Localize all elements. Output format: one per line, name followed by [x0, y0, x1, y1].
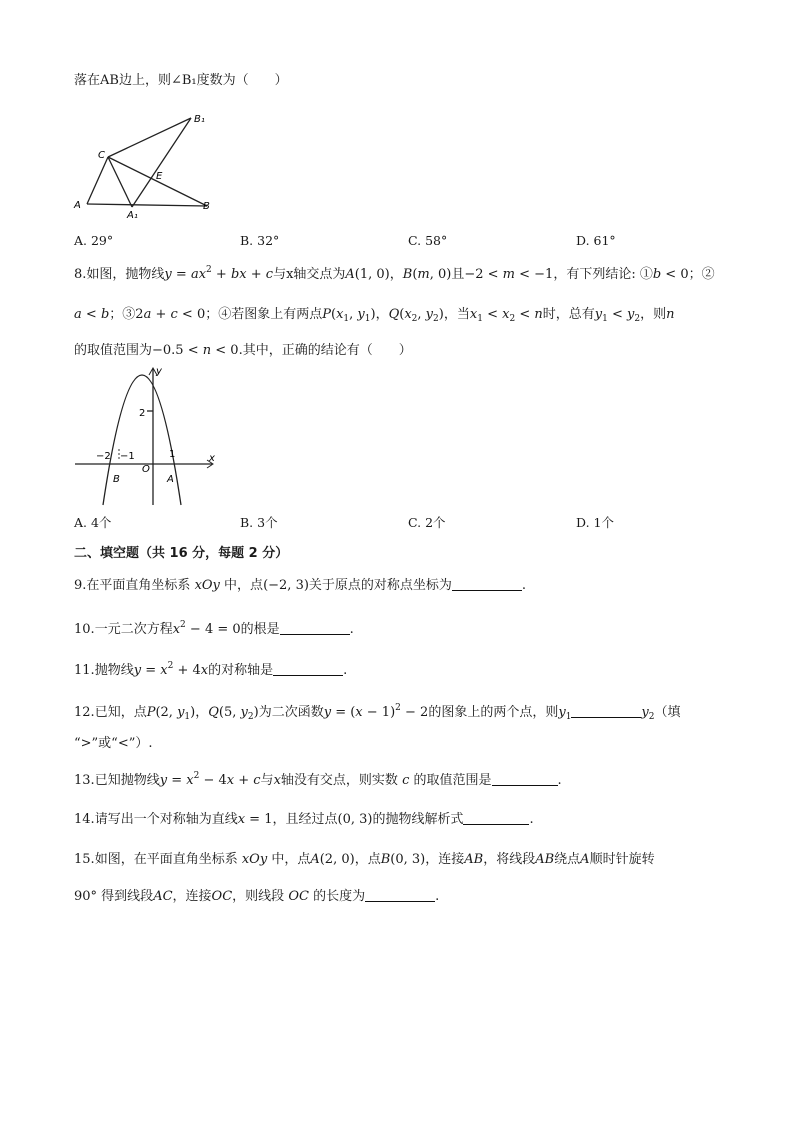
q8-axis-y-label: y	[156, 366, 162, 377]
q8-line-2: a < b；③2a + c < 0；④若图象上有两点$P(x_1$, $y_1$)，$Q(x_2$, $y_2$)，当$x_1 < x_2 < n$时，总有$y_1 < y_2$，则n	[74, 307, 675, 324]
q7-label-B1: B₁	[194, 114, 205, 125]
q8-tick-2: 2	[139, 408, 146, 419]
q12-line-1: 12.已知，点P(2, $y_1$)，Q(5, $y_2$)为二次函数$y = (x - 1)^2 - 2$的图象上的两个点，则$y_1$ $y_2$（填	[74, 703, 681, 722]
q8-choice-d[interactable]: D. 1个	[576, 515, 614, 530]
q9-answer-blank[interactable]	[452, 576, 522, 591]
q8-tick-1: 1	[169, 449, 176, 460]
q11-answer-blank[interactable]	[273, 661, 343, 676]
q10-answer-blank[interactable]	[280, 620, 350, 635]
q8-point-A: A	[167, 474, 174, 485]
q14-answer-blank[interactable]	[463, 810, 529, 825]
q12-line-2: “>”或“<”）.	[74, 736, 153, 751]
q15-line-2: 90° 得到线段AC，连接OC，则线段 OC 的长度为 .	[74, 889, 440, 904]
q15-answer-blank[interactable]	[365, 887, 435, 902]
q14-line: 14.请写出一个对称轴为直线x = 1，且经过点(0, 3)的抛物线解析式 .	[74, 812, 534, 827]
q8-choice-a[interactable]: A. 4个	[74, 515, 112, 530]
q7-label-E: E	[156, 171, 163, 182]
q8-choice-c[interactable]: C. 2个	[408, 515, 446, 530]
q8-choice-b[interactable]: B. 3个	[240, 515, 278, 530]
q8-tick-neg1: −1	[120, 451, 135, 462]
q7-choice-a[interactable]: A. 29°	[74, 233, 114, 248]
q8-tick-neg2: −2	[96, 451, 111, 462]
q7-choice-b[interactable]: B. 32°	[240, 233, 280, 248]
q8-line-1: 8.如图，抛物线$y = ax^2$ + bx + c与x轴交点为A(1, 0)，B(m, 0)且−2 < m < −1，有下列结论: ①b < 0；②	[74, 265, 715, 282]
q8-point-B: B	[113, 474, 120, 485]
q8-parabola-graph	[72, 365, 222, 507]
q7-triangle-figure	[70, 108, 220, 220]
q7-choice-d[interactable]: D. 61°	[576, 233, 616, 248]
section-fill-in-title: 二、填空题（共 16 分，每题 2 分）	[74, 546, 289, 561]
q13-line: 13.已知抛物线$y = x^2 - 4x + c$与x轴没有交点，则实数 c 的取值范围是 .	[74, 771, 562, 788]
q8-line-3: 的取值范围为−0.5 < n < 0.其中，正确的结论有（ ）	[74, 343, 412, 358]
q12-answer-blank[interactable]	[571, 703, 641, 718]
q7-stem-tail: 落在AB边上，则∠B₁度数为（ ）	[74, 73, 288, 88]
q7-label-B: B	[203, 201, 210, 212]
q8-axis-x-label: x	[209, 453, 215, 464]
q13-answer-blank[interactable]	[492, 771, 558, 786]
q7-label-A1: A₁	[127, 210, 138, 220]
q15-line-1: 15.如图，在平面直角坐标系 xOy 中，点A(2, 0)，点B(0, 3)，连接AB，将线段AB绕点A顺时针旋转	[74, 852, 655, 867]
q11-line: 11.抛物线$y = x^2 + 4x$的对称轴是 .	[74, 661, 348, 678]
q9-line: 9.在平面直角坐标系 xOy 中，点(−2, 3)关于原点的对称点坐标为 .	[74, 578, 527, 593]
q10-line: 10.一元二次方程$x^2 - 4 = 0$的根是 .	[74, 620, 354, 637]
q7-label-C: C	[98, 150, 105, 161]
q8-origin-label: O	[142, 464, 150, 475]
q7-choice-c[interactable]: C. 58°	[408, 233, 448, 248]
q7-label-A: A	[74, 200, 81, 211]
